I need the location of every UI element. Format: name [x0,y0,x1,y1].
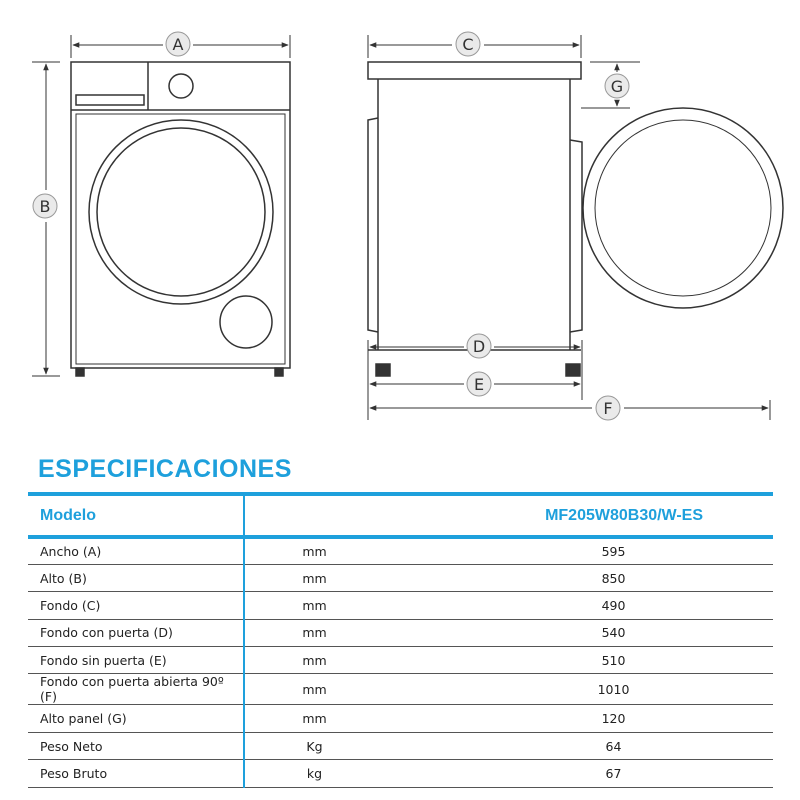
specifications-body [28,537,773,787]
label-a-marker [166,32,190,56]
spec-value: 64 [354,732,773,759]
label-f-marker [596,396,620,420]
table-row [28,592,773,619]
svg-text:B: B [39,197,51,216]
spec-unit: mm [244,619,354,646]
spec-value: 490 [354,592,773,619]
spec-unit: mm [244,647,354,674]
open-door-circle [583,108,783,308]
model-header-label: Modelo [28,494,244,537]
spec-unit: mm [244,564,354,591]
svg-text:F: F [603,399,613,418]
spec-value: 67 [354,760,773,787]
program-dial [169,74,193,98]
filter-cover [220,296,272,348]
side-view-washer [368,62,783,376]
spec-unit: kg [244,760,354,787]
spec-unit: mm [244,537,354,564]
spec-unit: mm [244,705,354,732]
model-number: MF205W80B30/W-ES [244,494,773,537]
label-d-marker [467,334,491,358]
spec-value: 595 [354,537,773,564]
svg-text:D: D [472,337,486,356]
spec-value: 120 [354,705,773,732]
table-row [28,647,773,674]
table-row [28,619,773,646]
specifications-title: ESPECIFICACIONES [38,455,292,483]
specifications-table [28,492,773,788]
table-row [28,537,773,564]
side-top-panel [368,62,581,79]
table-row [28,760,773,787]
spec-parameter: Fondo con puerta (D) [28,619,244,646]
spec-unit: mm [244,592,354,619]
label-c-marker [456,32,480,56]
spec-parameter: Ancho (A) [28,537,244,564]
spec-parameter: Fondo sin puerta (E) [28,647,244,674]
label-b-marker [33,194,57,218]
spec-parameter: Peso Bruto [28,760,244,787]
svg-text:E: E [473,375,485,394]
spec-parameter: Peso Neto [28,732,244,759]
table-row [28,732,773,759]
spec-unit: mm [244,674,354,705]
front-view-washer [71,62,290,376]
svg-text:G: G [610,77,624,96]
spec-value: 540 [354,619,773,646]
detergent-drawer [76,95,144,105]
table-header-row [28,494,773,537]
spec-value: 850 [354,564,773,591]
side-door-bulge [368,118,378,332]
spec-value: 510 [354,647,773,674]
spec-value: 1010 [354,674,773,705]
label-g-marker [605,74,629,98]
table-row [28,705,773,732]
spec-parameter: Fondo (C) [28,592,244,619]
spec-parameter: Fondo con puerta abierta 90º (F) [28,674,244,705]
label-e-marker [467,372,491,396]
spec-parameter: Alto panel (G) [28,705,244,732]
spec-parameter: Alto (B) [28,564,244,591]
table-row [28,674,773,705]
svg-text:A: A [172,35,184,54]
door-outer-ring [89,120,273,304]
table-row [28,564,773,591]
spec-unit: Kg [244,732,354,759]
front-body-outline [71,62,290,368]
svg-text:C: C [462,35,474,54]
